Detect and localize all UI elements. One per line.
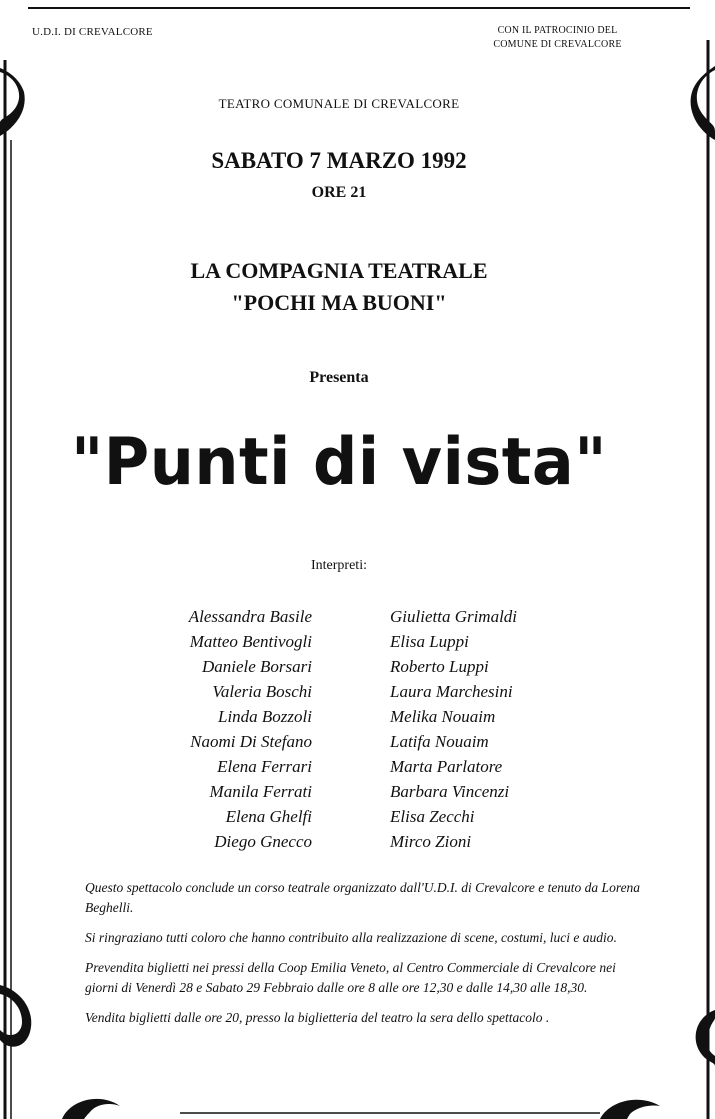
note-paragraph: Vendita biglietti dalle ore 20, presso la biglietteria del teatro la sera dello spettacolo . [85,1010,550,1025]
cast-member: Diego Gnecco [214,832,312,851]
cast-member: Elena Ferrari [217,757,312,776]
organizer-label: U.D.I. DI CREVALCORE [32,26,153,38]
company-line-2: "POCHI MA BUONI" [231,290,447,315]
event-time: ORE 21 [311,184,367,201]
cast-member: Roberto Luppi [390,657,489,676]
note-paragraph: Questo spettacolo conclude un corso teatrale organizzato dall'U.D.I. di Crevalcore e tenuto da Lorena Beghelli. [85,880,641,915]
note-paragraph: Si ringraziano tutti coloro che hanno contribuito alla realizzazione di scene, costumi, luci e audio. [85,930,617,945]
cast-member: Giulietta Grimaldi [390,607,518,626]
cast-list-left [110,604,312,854]
patronage-line-1: CON IL PATROCINIO DEL [497,25,618,36]
presents-label: Presenta [309,369,369,386]
note-paragraph: Prevendita biglietti nei pressi della Coop Emilia Veneto, al Centro Commerciale di Crevalcore nei giorni di Venerdì 28 e Sabato 29 Febbraio dalle ore 8 alle ore 12,30 e dalle 14,30 alle 18,30. [85,960,616,995]
cast-member: Linda Bozzoli [218,707,312,726]
cast-heading: Interpreti: [311,558,367,573]
venue: TEATRO COMUNALE DI CREVALCORE [218,96,460,111]
company-name [0,255,678,319]
ornament-bottom-center-left [62,1099,120,1119]
cast-member: Elena Ghelfi [225,807,312,826]
event-date: SABATO 7 MARZO 1992 [211,148,467,173]
cast-member: Elisa Luppi [390,632,469,651]
ornament-top-right [691,66,715,140]
patronage-label [470,24,645,52]
cast-list-right [390,604,620,854]
cast-member: Valeria Boschi [212,682,312,701]
cast-member: Alessandra Basile [188,607,312,626]
cast-member: Barbara Vincenzi [390,782,510,801]
cast-member: Manila Ferrati [209,782,312,801]
patronage-line-2: COMUNE DI CREVALCORE [493,39,622,50]
cast-member: Melika Nouaim [390,707,496,726]
cast-member: Naomi Di Stefano [190,732,312,751]
cast-member: Latifa Nouaim [390,732,489,751]
notes-section [85,878,645,1038]
company-line-1: LA COMPAGNIA TEATRALE [190,258,488,283]
cast-member: Elisa Zecchi [390,807,475,826]
ornament-bottom-center-right [600,1100,660,1119]
cast-member: Marta Parlatore [390,757,503,776]
cast-member: Laura Marchesini [390,682,513,701]
show-title: "Punti di vista" [70,423,608,500]
cast-member: Matteo Bentivogli [189,632,312,651]
ornament-bottom-right [696,1010,715,1066]
cast-member: Daniele Borsari [201,657,312,676]
cast-member: Mirco Zioni [390,832,472,851]
